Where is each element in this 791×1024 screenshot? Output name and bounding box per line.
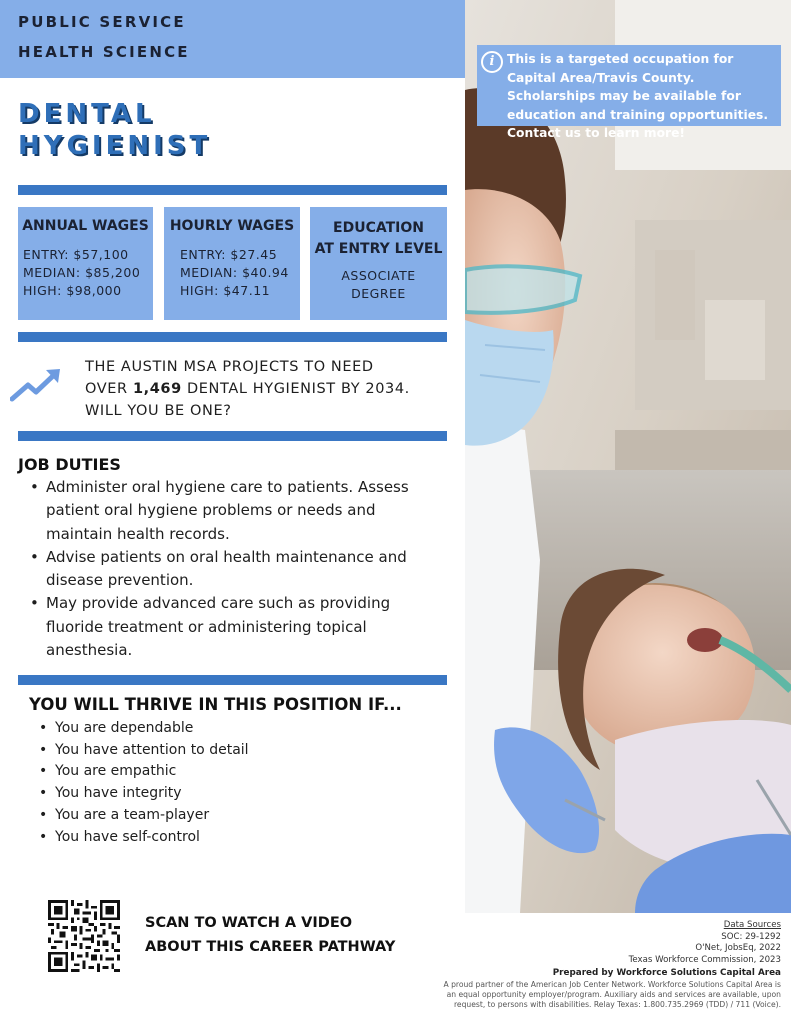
data-sources-title: Data Sources <box>723 920 781 930</box>
list-item: • You have self-control <box>38 827 249 849</box>
projected-openings: 1,469 <box>132 381 182 397</box>
annual-wages-heading: ANNUAL WAGES <box>22 218 149 234</box>
education-box <box>310 207 447 320</box>
job-duties-list <box>28 476 443 662</box>
title-line-1: DENTAL <box>18 99 156 129</box>
divider-rule <box>18 675 447 685</box>
source-onet: O'Net, JobsEq, 2022 <box>695 943 781 954</box>
list-item: • You have attention to detail <box>38 740 249 762</box>
annual-wages-box <box>18 207 153 320</box>
hourly-wages-heading: HOURLY WAGES <box>169 218 295 234</box>
list-item: • You are empathic <box>38 761 249 783</box>
divider-rule <box>18 431 447 441</box>
list-item: • You are a team-player <box>38 805 249 827</box>
hourly-entry: ENTRY: $27.45 <box>180 247 278 262</box>
list-item: • Advise patients on oral health maintenance and disease prevention. <box>28 546 443 593</box>
annual-entry: ENTRY: $57,100 <box>23 247 129 262</box>
trend-up-icon <box>10 367 62 403</box>
title-line-2: HYGIENIST <box>18 131 212 161</box>
prepared-by: Prepared by Workforce Solutions Capital Area <box>552 968 781 978</box>
header-cluster: HEALTH SCIENCE <box>18 43 190 61</box>
list-item: • You are dependable <box>38 718 249 740</box>
qr-code-icon[interactable] <box>48 900 120 972</box>
annual-high: HIGH: $98,000 <box>23 283 122 298</box>
education-value: ASSOCIATE DEGREE <box>341 268 416 301</box>
thrive-list <box>38 718 249 848</box>
list-item: • Administer oral hygiene care to patients. Assess patient oral hygiene problems or needs and maintain health records. <box>28 476 443 546</box>
source-soc: SOC: 29-1292 <box>721 931 781 942</box>
data-sources <box>629 920 781 966</box>
source-twc: Texas Workforce Commission, 2023 <box>628 954 781 965</box>
hourly-median: MEDIAN: $40.94 <box>180 265 289 280</box>
notice-text: This is a targeted occupation for Capital Area/Travis County. Scholarships may be available for education and training opportunities. Contact us to learn more! <box>507 52 769 141</box>
info-icon: i <box>481 51 503 73</box>
page-title <box>18 98 211 162</box>
list-item: • You have integrity <box>38 783 249 805</box>
divider-rule <box>18 332 447 342</box>
header-category: PUBLIC SERVICE <box>18 13 186 31</box>
scan-video-callout: SCAN TO WATCH A VIDEO ABOUT THIS CAREER PATHWAY <box>145 915 396 955</box>
list-item: • May provide advanced care such as providing fluoride treatment or administering topical anesthesia. <box>28 592 443 662</box>
projection-statement: THE AUSTIN MSA PROJECTS TO NEED OVER 1,469 DENTAL HYGIENIST BY 2034. WILL YOU BE ONE? <box>85 359 410 419</box>
education-heading: EDUCATION AT ENTRY LEVEL <box>314 220 443 257</box>
targeted-occupation-notice <box>477 45 781 141</box>
hourly-high: HIGH: $47.11 <box>180 283 271 298</box>
annual-median: MEDIAN: $85,200 <box>23 265 141 280</box>
header-band <box>0 0 465 78</box>
hourly-wages-box <box>164 207 300 320</box>
thrive-heading: YOU WILL THRIVE IN THIS POSITION IF... <box>29 695 402 714</box>
partner-disclaimer: A proud partner of the American Job Center Network. Workforce Solutions Capital Area is an equal opportunity employer/program. Auxiliary aids and services are available, upon request, to persons with disabilities. Relay Texas: 1.800.735.2969 (TDD) / 711 (Voice). <box>443 980 781 1010</box>
divider-rule <box>18 185 447 195</box>
job-duties-heading: JOB DUTIES <box>18 455 121 474</box>
